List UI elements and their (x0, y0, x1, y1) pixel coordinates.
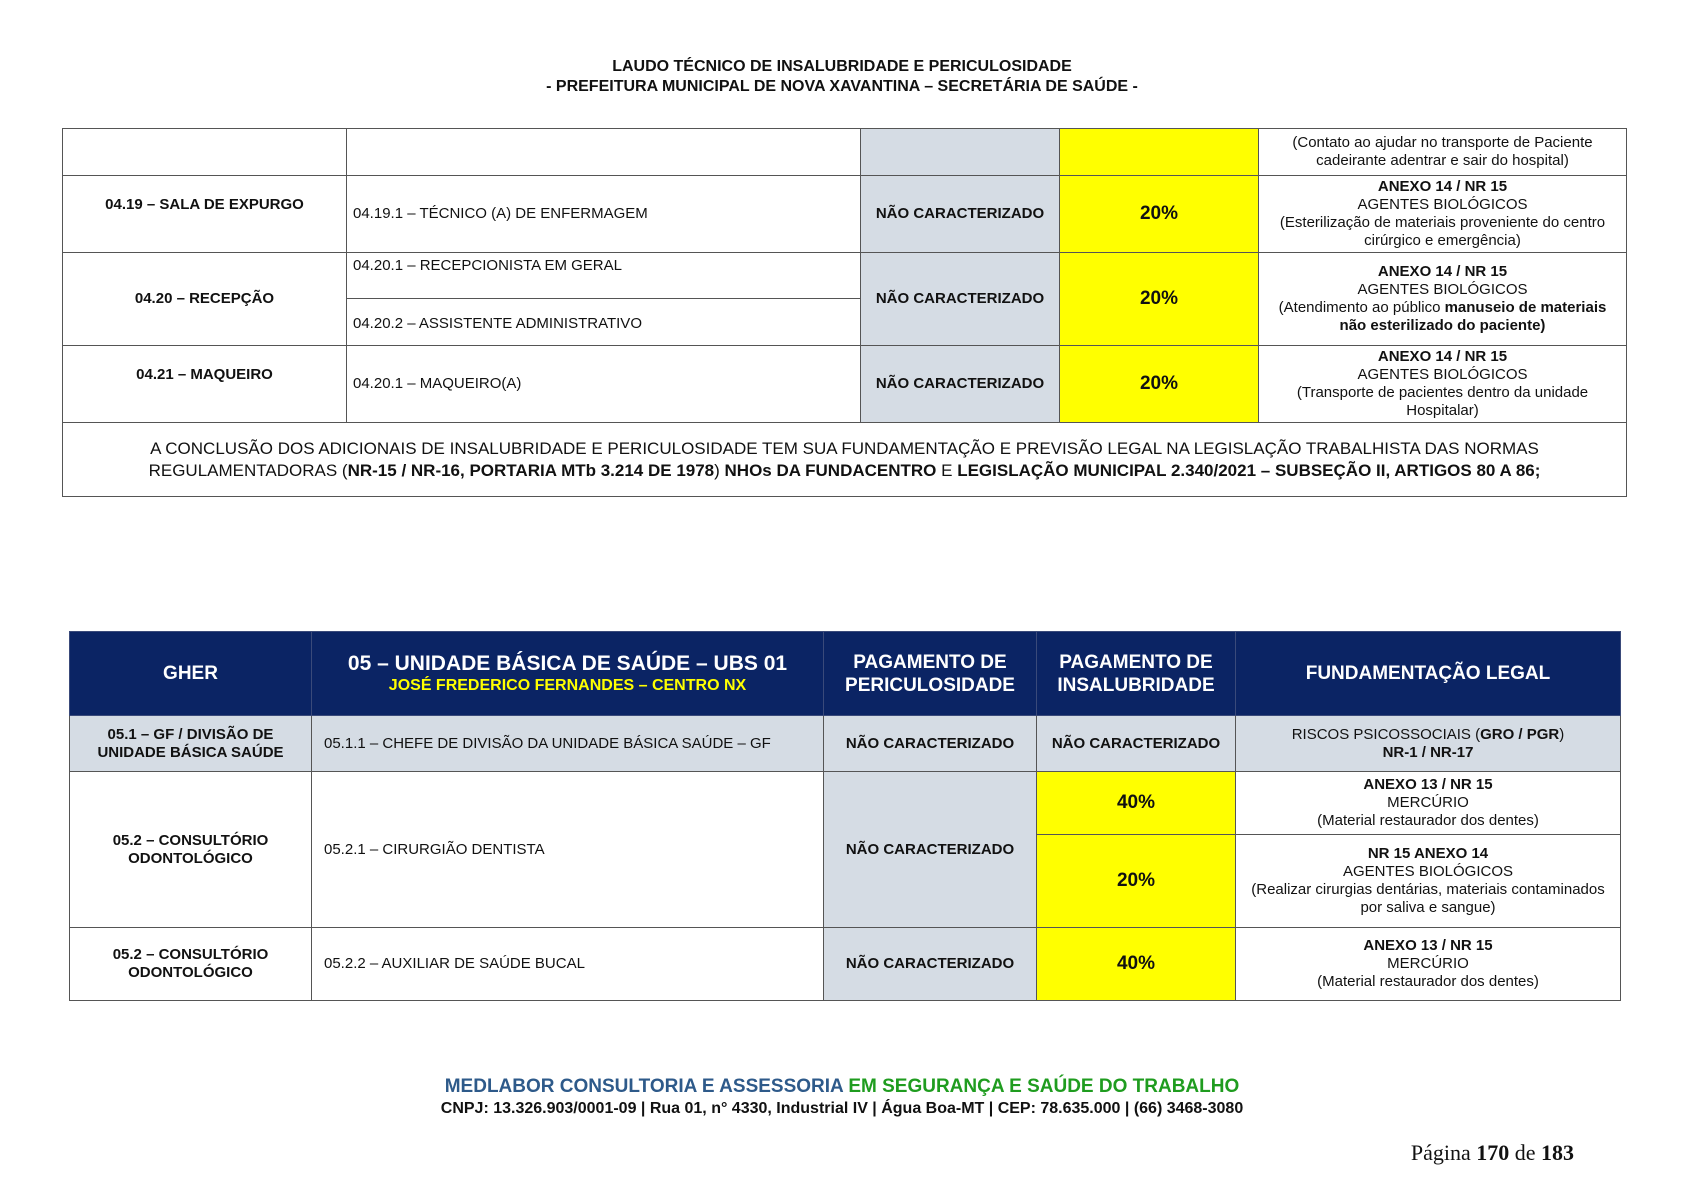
fund-desc: (Material restaurador dos dentes) (1317, 812, 1539, 829)
insalubridade-cell: 20% (1060, 176, 1259, 253)
fundamentacao-cell (1236, 835, 1621, 928)
gher-cell: 05.1 – GF / DIVISÃO DE UNIDADE BÁSICA SAÚDE (70, 716, 312, 772)
fund-desc: (Esterilização de materiais proveniente do centro cirúrgico e emergência) (1279, 214, 1606, 249)
header-periculosidade: PAGAMENTO DE PERICULOSIDADE (824, 632, 1037, 716)
fundamentacao-cell (1259, 253, 1627, 346)
fundamentacao-cell (1259, 176, 1627, 253)
fund-title: ANEXO 14 / NR 15 (1377, 263, 1508, 280)
page-prefix: Página (1410, 1140, 1477, 1165)
fund-agent: AGENTES BIOLÓGICOS (1357, 281, 1528, 298)
periculosidade-cell: NÃO CARACTERIZADO (824, 716, 1037, 772)
table-header-row (70, 632, 1621, 716)
fund-title: ANEXO 14 / NR 15 (1377, 348, 1508, 365)
header-unit-subtitle: JOSÉ FREDERICO FERNANDES – CENTRO NX (388, 677, 747, 694)
gher-cell: 05.2 – CONSULTÓRIO ODONTOLÓGICO (70, 772, 312, 928)
fundamentacao-cell (1236, 716, 1621, 772)
insalubridade-cell: 20% (1060, 253, 1259, 346)
table-row (70, 928, 1621, 1001)
page-middle: de (1509, 1140, 1541, 1165)
fund-line (1242, 726, 1614, 744)
gher-cell: 04.19 – SALA DE EXPURGO (63, 176, 347, 253)
footer-address: CNPJ: 13.326.903/0001-09 | Rua 01, n° 4330, Industrial IV | Água Boa-MT | CEP: 78.635.000 | (66) 3468-3080 (440, 1100, 1244, 1117)
fund-desc-text: (Atendimento ao público (1278, 299, 1445, 316)
table-row (63, 423, 1627, 497)
fund-desc (1265, 299, 1620, 335)
footer-company-name: MEDLABOR CONSULTORIA E ASSESSORIA (444, 1076, 844, 1097)
fund-title: NR 15 ANEXO 14 (1367, 845, 1489, 862)
fund-norms: NR-1 / NR-17 (1382, 743, 1474, 761)
fundamentacao-cell (1236, 772, 1621, 835)
fundamentacao-cell (1236, 928, 1621, 1001)
header-insalubridade: PAGAMENTO DE INSALUBRIDADE (1037, 632, 1236, 716)
insalubridade-cell: 20% (1060, 346, 1259, 423)
table-row (63, 176, 1627, 253)
header-subtitle: - PREFEITURA MUNICIPAL DE NOVA XAVANTINA – SECRETÁRIA DE SAÚDE - (546, 78, 1138, 95)
header-title: LAUDO TÉCNICO DE INSALUBRIDADE E PERICULOSIDADE (612, 58, 1072, 75)
table-row (63, 346, 1627, 423)
header-gher: GHER (70, 632, 312, 716)
insalubridade-cell (1060, 129, 1259, 176)
fund-desc-bold: manuseio de materiais não esterilizado do paciente) (1339, 299, 1607, 334)
page-total: 183 (1541, 1140, 1574, 1165)
fund-desc: (Material restaurador dos dentes) (1317, 973, 1539, 990)
footer-company (0, 1075, 1684, 1099)
fund-desc: por saliva e sangue) (1360, 899, 1496, 916)
function-cell: 04.20.1 – MAQUEIRO(A) (347, 346, 861, 423)
fund-text: RISCOS PSICOSSOCIAIS ( (1291, 725, 1481, 743)
fund-agent: AGENTES BIOLÓGICOS (1357, 366, 1528, 383)
page-current: 170 (1476, 1140, 1510, 1165)
periculosidade-cell: NÃO CARACTERIZADO (824, 772, 1037, 928)
document-header (0, 57, 1684, 97)
table-row (63, 129, 1627, 176)
fund-agent: AGENTES BIOLÓGICOS (1342, 863, 1514, 880)
function-cell: 04.19.1 – TÉCNICO (A) DE ENFERMAGEM (347, 176, 861, 253)
table-ubs-01 (69, 631, 1621, 1001)
header-fundamentacao: FUNDAMENTAÇÃO LEGAL (1236, 632, 1621, 716)
fund-bold: GRO / PGR (1480, 725, 1560, 743)
conclusion-part: E (936, 460, 958, 480)
function-cell: 05.2.2 – AUXILIAR DE SAÚDE BUCAL (312, 928, 824, 1001)
conclusion-bold: NHOs DA FUNDACENTRO (724, 460, 937, 480)
gher-cell (63, 129, 347, 176)
fund-agent: MERCÚRIO (1387, 794, 1469, 811)
conclusion-bold: NR-15 / NR-16, PORTARIA MTb 3.214 DE 1978 (347, 460, 715, 480)
header-unit (312, 632, 824, 716)
insalubridade-cell: 40% (1037, 928, 1236, 1001)
footer-company-area: EM SEGURANÇA E SAÚDE DO TRABALHO (843, 1076, 1240, 1097)
table-row (70, 716, 1621, 772)
fund-title: ANEXO 14 / NR 15 (1377, 178, 1508, 195)
fund-text: ) (1559, 725, 1565, 743)
insalubridade-cell: 40% (1037, 772, 1236, 835)
document-footer (0, 1075, 1684, 1119)
conclusion-text (63, 423, 1627, 497)
fund-agent: MERCÚRIO (1387, 955, 1469, 972)
page-number (1411, 1140, 1574, 1166)
periculosidade-cell (861, 129, 1060, 176)
periculosidade-cell: NÃO CARACTERIZADO (861, 253, 1060, 346)
fund-desc: (Realizar cirurgias dentárias, materiais contaminados (1251, 881, 1605, 898)
fundamentacao-cell (1259, 346, 1627, 423)
function-cell (347, 129, 861, 176)
function-cell: 05.2.1 – CIRURGIÃO DENTISTA (312, 772, 824, 928)
insalubridade-cell: 20% (1037, 835, 1236, 928)
conclusion-part: ) (714, 460, 725, 480)
table-row (70, 772, 1621, 835)
function-cell: 05.1.1 – CHEFE DE DIVISÃO DA UNIDADE BÁSICA SAÚDE – GF (312, 716, 824, 772)
gher-cell: 04.20 – RECEPÇÃO (63, 253, 347, 346)
fundamentacao-cell: (Contato ao ajudar no transporte de Paciente cadeirante adentrar e sair do hospital) (1259, 129, 1627, 176)
table-row (63, 253, 1627, 299)
fund-title: ANEXO 13 / NR 15 (1363, 776, 1493, 793)
conclusion-part: A CONCLUSÃO DOS ADICIONAIS DE INSALUBRIDADE E PERICULOSIDADE TEM SUA FUNDAMENTAÇÃO E PREVISÃO LEGAL NA LEGISLAÇÃO TRABALHISTA DAS NORMAS REGULAMENTADORAS ( (148, 438, 1539, 480)
fund-desc: (Transporte de pacientes dentro da unidade Hospitalar) (1296, 384, 1589, 419)
fund-agent: AGENTES BIOLÓGICOS (1357, 196, 1528, 213)
function-cell: 04.20.1 – RECEPCIONISTA EM GERAL (347, 253, 861, 299)
table-hospital-continuation (62, 128, 1627, 497)
insalubridade-cell: NÃO CARACTERIZADO (1037, 716, 1236, 772)
conclusion-bold: LEGISLAÇÃO MUNICIPAL 2.340/2021 – SUBSEÇÃO II, ARTIGOS 80 A 86; (957, 460, 1541, 480)
fund-title: ANEXO 13 / NR 15 (1363, 937, 1493, 954)
periculosidade-cell: NÃO CARACTERIZADO (861, 346, 1060, 423)
periculosidade-cell: NÃO CARACTERIZADO (861, 176, 1060, 253)
gher-cell: 04.21 – MAQUEIRO (63, 346, 347, 423)
header-unit-title: 05 – UNIDADE BÁSICA DE SAÚDE – UBS 01 (347, 652, 788, 675)
function-cell: 04.20.2 – ASSISTENTE ADMINISTRATIVO (347, 299, 861, 346)
gher-cell: 05.2 – CONSULTÓRIO ODONTOLÓGICO (70, 928, 312, 1001)
periculosidade-cell: NÃO CARACTERIZADO (824, 928, 1037, 1001)
